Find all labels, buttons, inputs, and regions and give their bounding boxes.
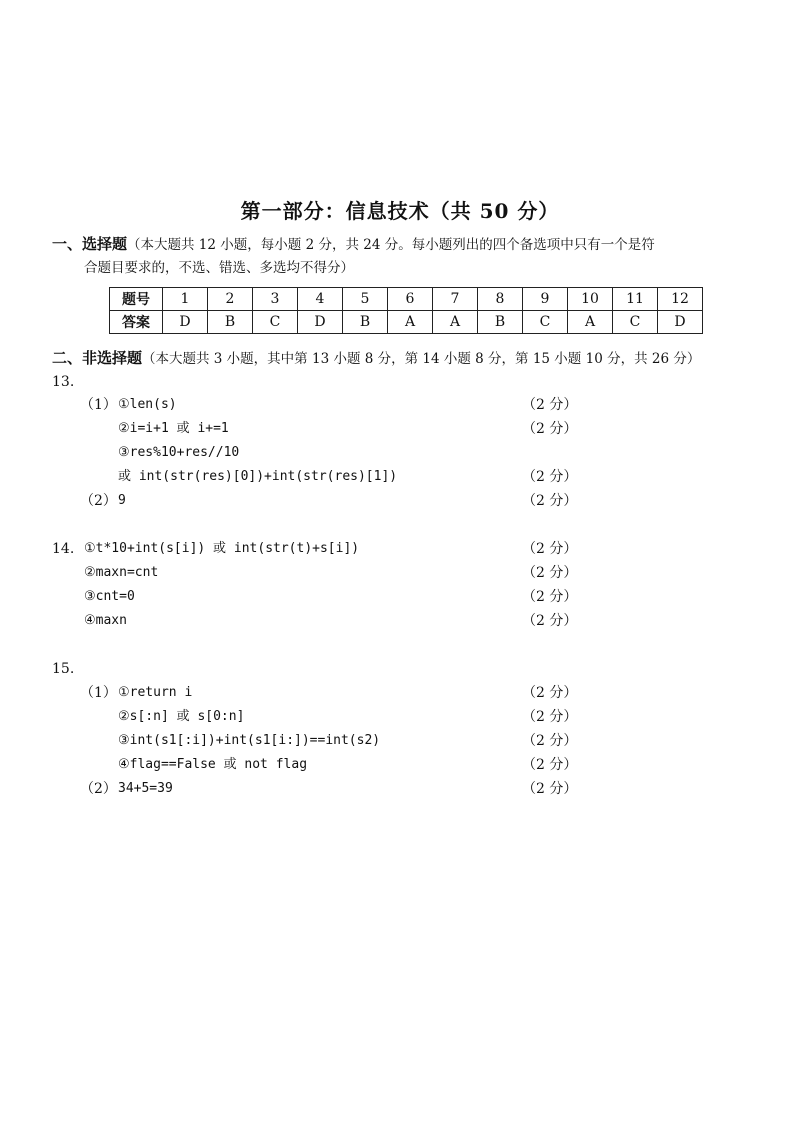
q14-answer2: ②maxn=cnt bbox=[84, 565, 159, 580]
points-label: （2 分） bbox=[522, 613, 578, 629]
q15-answer3: ③int(s1[:i])+int(s1[i:])==int(s2) bbox=[118, 733, 381, 748]
section1-desc-line1: （本大题共 12 小题，每小题 2 分，共 24 分。每小题列出的四个备选项中只有一个是符 bbox=[127, 237, 655, 253]
table-cell-number: 3 bbox=[253, 288, 298, 311]
q13-number: 13. bbox=[52, 374, 75, 390]
section1-desc-line2: 合题目要求的，不选、错选、多选均不得分） bbox=[84, 260, 354, 276]
table-cell-number: 10 bbox=[568, 288, 613, 311]
answer-table-answer-row bbox=[110, 311, 703, 334]
points-label: （2 分） bbox=[522, 733, 578, 749]
table-cell-number: 9 bbox=[523, 288, 568, 311]
q15-part2-label: （2） bbox=[80, 781, 117, 797]
table-cell-answer: B bbox=[343, 311, 388, 334]
answer-table-number-row bbox=[110, 288, 703, 311]
q15-part2-answer: 34+5=39 bbox=[118, 781, 173, 796]
section2-line bbox=[52, 346, 700, 371]
table-cell-number: 5 bbox=[343, 288, 388, 311]
answer-table bbox=[109, 287, 703, 334]
points-label: （2 分） bbox=[522, 397, 578, 413]
points-label: （2 分） bbox=[522, 469, 578, 485]
table-cell-answer: A bbox=[568, 311, 613, 334]
q13-answer2: ②i=i+1 或 i+=1 bbox=[118, 421, 229, 436]
q13-answer1: ①len(s) bbox=[118, 397, 177, 412]
points-label: （2 分） bbox=[522, 757, 578, 773]
table-cell-answer: D bbox=[163, 311, 208, 334]
q15-answer2: ②s[:n] 或 s[0:n] bbox=[118, 709, 245, 724]
points-label: （2 分） bbox=[522, 493, 578, 509]
q15-answer1: ①return i bbox=[118, 685, 193, 700]
table-cell-answer: C bbox=[253, 311, 298, 334]
section2-desc: （本大题共 3 小题，其中第 13 小题 8 分，第 14 小题 8 分，第 15 小题 10 分，共 26 分） bbox=[142, 351, 701, 367]
table-cell-answer: B bbox=[478, 311, 523, 334]
table-cell-answer: A bbox=[388, 311, 433, 334]
q15-part1-label: （1） bbox=[80, 685, 117, 701]
section2-heading: 二、非选择题 bbox=[52, 349, 143, 367]
table-cell-number: 7 bbox=[433, 288, 478, 311]
points-label: （2 分） bbox=[522, 541, 578, 557]
table-cell-answer: A bbox=[433, 311, 478, 334]
points-label: （2 分） bbox=[522, 709, 578, 725]
table-cell-number: 2 bbox=[208, 288, 253, 311]
q13-answer3b: 或 int(str(res)[0])+int(str(res)[1]) bbox=[118, 469, 398, 484]
points-label: （2 分） bbox=[522, 781, 578, 797]
points-label: （2 分） bbox=[522, 421, 578, 437]
table-cell-answer: C bbox=[613, 311, 658, 334]
q13-part2-label: （2） bbox=[80, 493, 117, 509]
q13-part1-label: （1） bbox=[80, 397, 117, 413]
table-cell-number: 6 bbox=[388, 288, 433, 311]
table-cell-number: 1 bbox=[163, 288, 208, 311]
table-cell-answer: C bbox=[523, 311, 568, 334]
q13-answer3a: ③res%10+res//10 bbox=[118, 445, 240, 460]
table-cell-answer: B bbox=[208, 311, 253, 334]
section1-heading: 一、选择题 bbox=[52, 235, 128, 253]
q15-number: 15. bbox=[52, 661, 75, 677]
table-cell-number: 12 bbox=[658, 288, 703, 311]
q14-answer4: ④maxn bbox=[84, 613, 127, 628]
table-cell-number: 11 bbox=[613, 288, 658, 311]
points-label: （2 分） bbox=[522, 685, 578, 701]
q14-answer1: ①t*10+int(s[i]) 或 int(str(t)+s[i]) bbox=[84, 541, 360, 556]
table-header-number: 题号 bbox=[110, 288, 163, 311]
points-label: （2 分） bbox=[522, 565, 578, 581]
table-cell-number: 8 bbox=[478, 288, 523, 311]
table-header-answer: 答案 bbox=[110, 311, 163, 334]
q14-number: 14. bbox=[52, 541, 75, 557]
table-cell-number: 4 bbox=[298, 288, 343, 311]
q13-part2-answer: 9 bbox=[118, 493, 126, 508]
q15-answer4: ④flag==False 或 not flag bbox=[118, 757, 308, 772]
table-cell-answer: D bbox=[298, 311, 343, 334]
q14-answer3: ③cnt=0 bbox=[84, 589, 135, 604]
points-label: （2 分） bbox=[522, 589, 578, 605]
table-cell-answer: D bbox=[658, 311, 703, 334]
page-title: 第一部分：信息技术（共 50 分） bbox=[240, 199, 560, 223]
section1-line1 bbox=[52, 232, 655, 257]
